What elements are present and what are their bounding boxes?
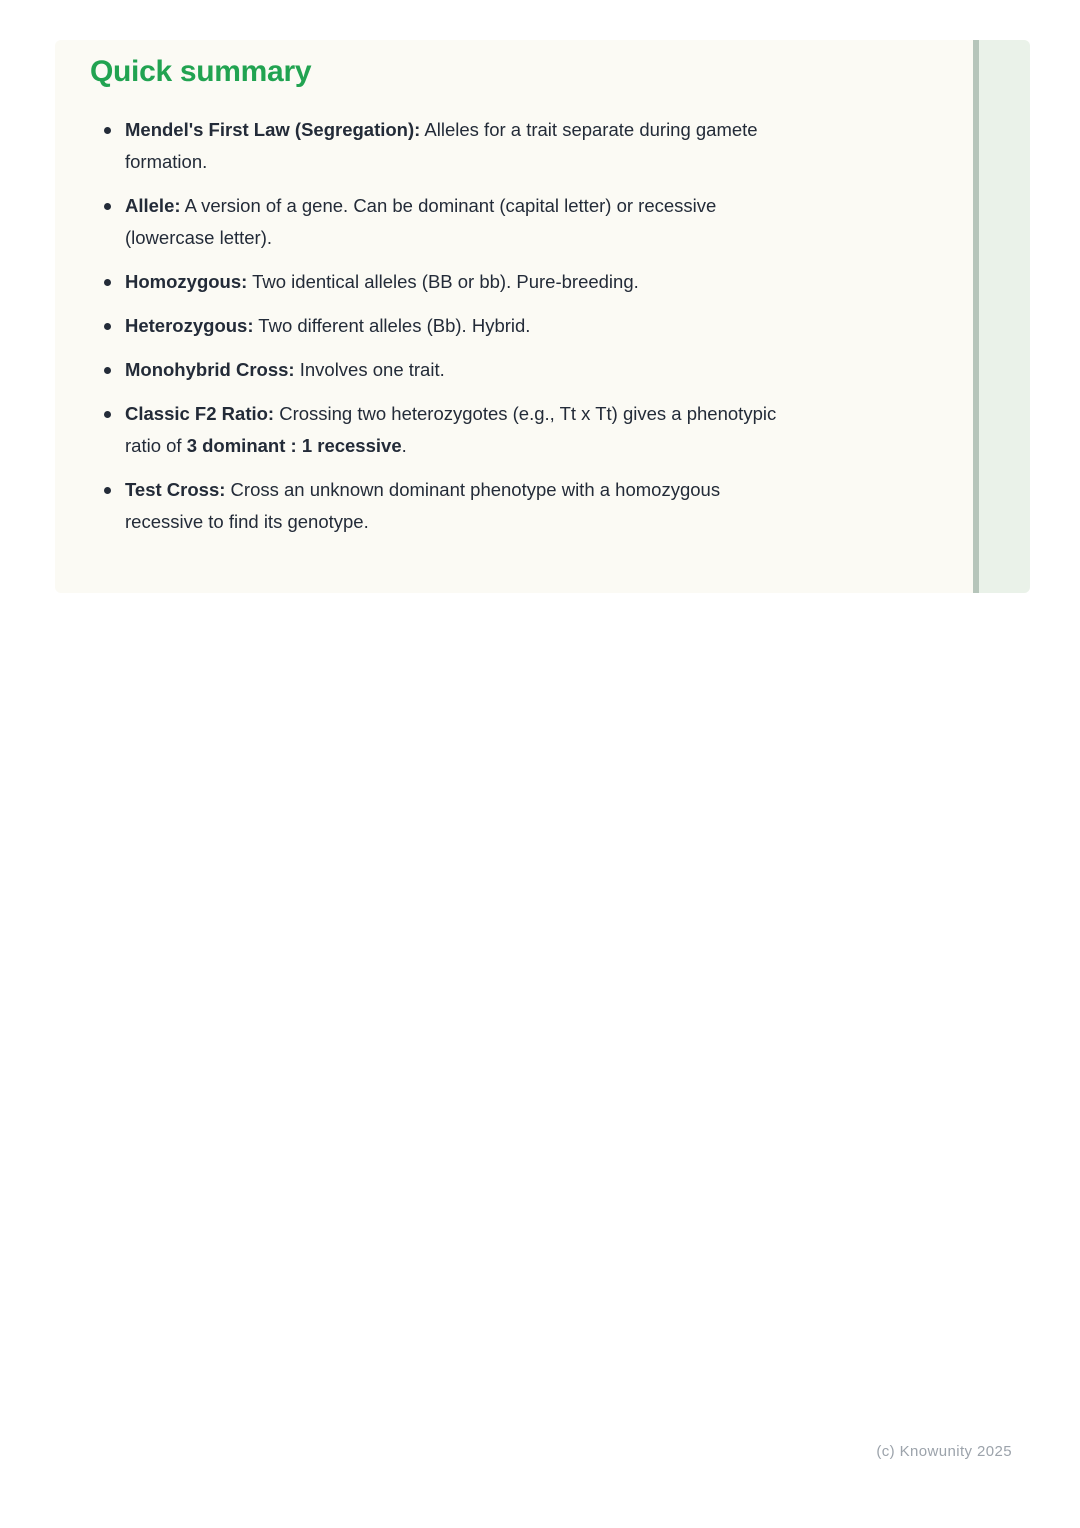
copyright-footer: (c) Knowunity 2025 [876,1443,1012,1460]
term-label: Classic F2 Ratio: [125,403,275,424]
bullet-dot [104,367,111,374]
list-item-text [125,190,790,254]
summary-list [90,114,790,538]
term-definition: Two identical alleles (BB or bb). Pure-breeding. [247,271,639,292]
bullet-dot [104,127,111,134]
list-item [90,190,790,254]
list-item-text [125,398,790,462]
term-definition: A version of a gene. Can be dominant (capital letter) or recessive (lowercase letter). [125,195,717,248]
definition-tail: . [401,435,407,456]
list-item-text [125,114,790,178]
emphasis-text: 3 dominant : 1 recessive [186,435,402,456]
bullet-dot [104,411,111,418]
list-item [90,474,790,538]
term-definition: Two different alleles (Bb). Hybrid. [253,315,531,336]
list-item-text [125,310,530,342]
list-item [90,266,790,298]
quick-summary-card [55,40,1030,593]
term-definition: Involves one trait. [294,359,445,380]
term-label: Allele: [125,195,181,216]
list-item-text [125,266,639,298]
bullet-dot [104,323,111,330]
list-item-text [125,354,445,386]
list-item [90,398,790,462]
term-label: Homozygous: [125,271,248,292]
list-item [90,354,790,386]
bullet-dot [104,203,111,210]
card-side-accent-strip [973,40,1030,593]
term-label: Monohybrid Cross: [125,359,295,380]
bullet-dot [104,487,111,494]
term-definition: Cross an unknown dominant phenotype with a homozygous recessive to find its genotype. [125,479,721,532]
term-definition: Crossing two heterozygotes (e.g., Tt x Tt) gives a phenotypic ratio of [125,403,777,456]
list-item [90,114,790,178]
list-item-text [125,474,790,538]
term-label: Test Cross: [125,479,226,500]
term-label: Heterozygous: [125,315,254,336]
list-item [90,310,790,342]
term-label: Mendel's First Law (Segregation): [125,119,421,140]
term-definition: Alleles for a trait separate during gamete formation. [125,119,758,172]
quick-summary-title: Quick summary [90,55,312,88]
bullet-dot [104,279,111,286]
